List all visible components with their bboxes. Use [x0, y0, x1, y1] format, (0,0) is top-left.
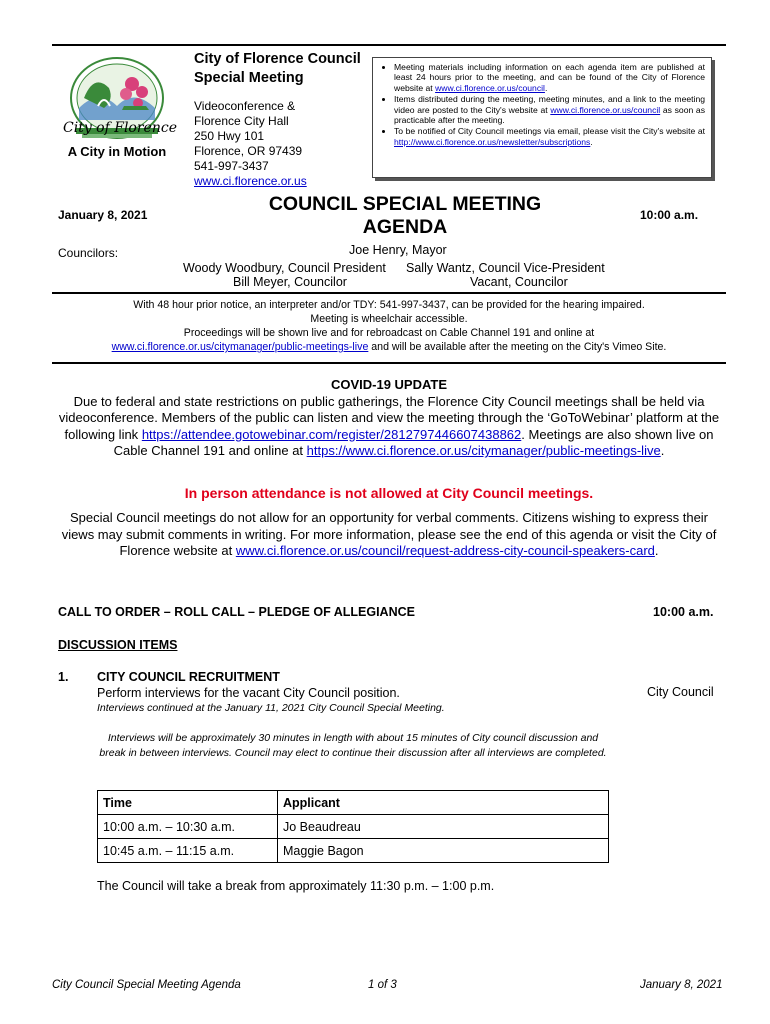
attendance-warning: In person attendance is not allowed at City Council meetings. [184, 485, 594, 501]
header-top-rule [52, 44, 726, 46]
covid-update [52, 377, 726, 460]
vacant-councilor: Vacant, Councilor [470, 275, 568, 289]
footer-title: City Council Special Meeting Agenda [52, 979, 241, 991]
covid-title: COVID-19 UPDATE [330, 377, 448, 392]
meeting-time: 10:00 a.m. [640, 208, 699, 222]
org-address [194, 99, 307, 189]
column-header: Applicant [278, 791, 609, 815]
item-presenter: City Council [647, 685, 714, 699]
covid-paragraph: Due to federal and state restrictions on public gatherings, the Florence City Council meetings shall be held via videoconference. Members of the public can listen and view the meeting through the ‘GoToWebinar’ platform at the following link https://attendee.gotowebinar.com/register/2812797446607438862. Meetings are also shown live on Cable Channel 191 and online at https://www.ci.florence.or.us/citymanager/public-meetings-live. [58, 393, 720, 459]
public-meetings-link[interactable]: www.ci.florence.or.us/citymanager/public-meetings-live [111, 341, 369, 353]
table-row [98, 839, 609, 863]
interviews-note: Interviews will be approximately 30 minutes in length with about 15 minutes of City council discussion and break in between interviews. Council may elect to continue their discussion after all interviews are completed. [99, 732, 607, 760]
special-meeting-paragraph: Special Council meetings do not allow for an opportunity for verbal comments. Citizens wishing to express their views may submit comments in writing. For more information, please see the end of this agenda or visit the City of Florence website at www.ci.florence.or.us/council/request-address-city-council-speakers-card. [61, 510, 717, 559]
logo-script-name: City of Florence [63, 120, 177, 136]
subscriptions-link[interactable]: http://www.ci.florence.or.us/newsletter/subscriptions [394, 136, 591, 147]
council-vice-president: Sally Wantz, Council Vice-President [406, 261, 605, 275]
address-line: 250 Hwy 101 [194, 129, 265, 143]
schedule-time: 10:45 a.m. – 11:15 a.m. [98, 839, 278, 863]
address-line: 541-997-3437 [194, 159, 269, 173]
break-note: The Council will take a break from approximately 11:30 p.m. – 1:00 p.m. [97, 879, 495, 893]
councilors-label: Councilors: [58, 246, 119, 260]
header-low-rule [52, 362, 726, 364]
logo-tagline: A City in Motion [67, 144, 167, 159]
item-title: CITY COUNCIL RECRUITMENT [97, 670, 280, 684]
org-title-line1: City of Florence Council [194, 51, 361, 67]
header-mid-rule [52, 292, 726, 294]
note-item: • To be notified of City Council meetings via email, please visit the City's website at http://www.ci.florence.or.us/newsletter/subscriptions. [394, 126, 705, 147]
note-item: • Items distributed during the meeting, meeting minutes, and a link to the meeting video are posted to the City's website at www.ci.florence.or.us/council as soon as practicable after the meeting. [394, 94, 705, 125]
call-to-order-time: 10:00 a.m. [653, 605, 714, 619]
schedule-applicant: Jo Beaudreau [278, 815, 609, 839]
item-description: Perform interviews for the vacant City Council position. [97, 686, 400, 700]
gotowebinar-link[interactable]: https://attendee.gotowebinar.com/register/2812797446607438862 [141, 426, 522, 442]
discussion-heading: DISCUSSION ITEMS [58, 638, 178, 652]
address-line: Florence, OR 97439 [194, 144, 303, 158]
council-president: Woody Woodbury, Council President [183, 261, 386, 275]
mayor-name: Joe Henry, Mayor [349, 243, 447, 257]
meeting-notes-box [372, 57, 712, 178]
council-link[interactable]: www.ci.florence.or.us/council [550, 104, 661, 115]
org-title [194, 50, 361, 88]
public-meetings-live-link[interactable]: https://www.ci.florence.or.us/citymanager/public-meetings-live [306, 443, 661, 459]
councilor-name: Bill Meyer, Councilor [233, 275, 347, 289]
table-header-row [98, 791, 609, 815]
item-note: Interviews continued at the January 11, 2021 City Council Special Meeting. [97, 702, 445, 714]
speakers-card-link[interactable]: www.ci.florence.or.us/council/request-address-city-council-speakers-card [235, 543, 655, 559]
call-to-order: CALL TO ORDER – ROLL CALL – PLEDGE OF ALLEGIANCE [58, 605, 415, 619]
meeting-date: January 8, 2021 [58, 208, 148, 222]
page-number: 1 of 3 [368, 979, 397, 991]
schedule-time: 10:00 a.m. – 10:30 a.m. [98, 815, 278, 839]
interview-schedule-table [97, 790, 609, 863]
footer-date: January 8, 2021 [640, 979, 723, 991]
accessibility-notice: With 48 hour prior notice, an interpreter and/or TDY: 541-997-3437, can be provided for the hearing impaired. Meeting is wheelchair accessible. Proceedings will be shown live and for rebroadcast on Cable Channel 191 and online at www.ci.florence.or.us/citymanager/public-meetings-live and will be available after the meeting on the City's Vimeo Site. [111, 299, 667, 353]
address-line: Florence City Hall [194, 114, 289, 128]
city-logo [54, 48, 180, 196]
schedule-applicant: Maggie Bagon [278, 839, 609, 863]
council-link[interactable]: www.ci.florence.or.us/council [435, 82, 545, 93]
item-number: 1. [58, 670, 69, 684]
org-title-line2: Special Meeting [194, 70, 304, 86]
table-row [98, 815, 609, 839]
page-title: COUNCIL SPECIAL MEETING AGENDA [268, 193, 542, 238]
column-header: Time [98, 791, 278, 815]
address-line: Videoconference & [194, 99, 296, 113]
note-item: • Meeting materials including information on each agenda item are published at least 24 hours prior to the meeting, and can be found of the City of Florence website at www.ci.florence.or.us/council. [394, 62, 705, 93]
website-link[interactable]: www.ci.florence.or.us [194, 174, 307, 188]
